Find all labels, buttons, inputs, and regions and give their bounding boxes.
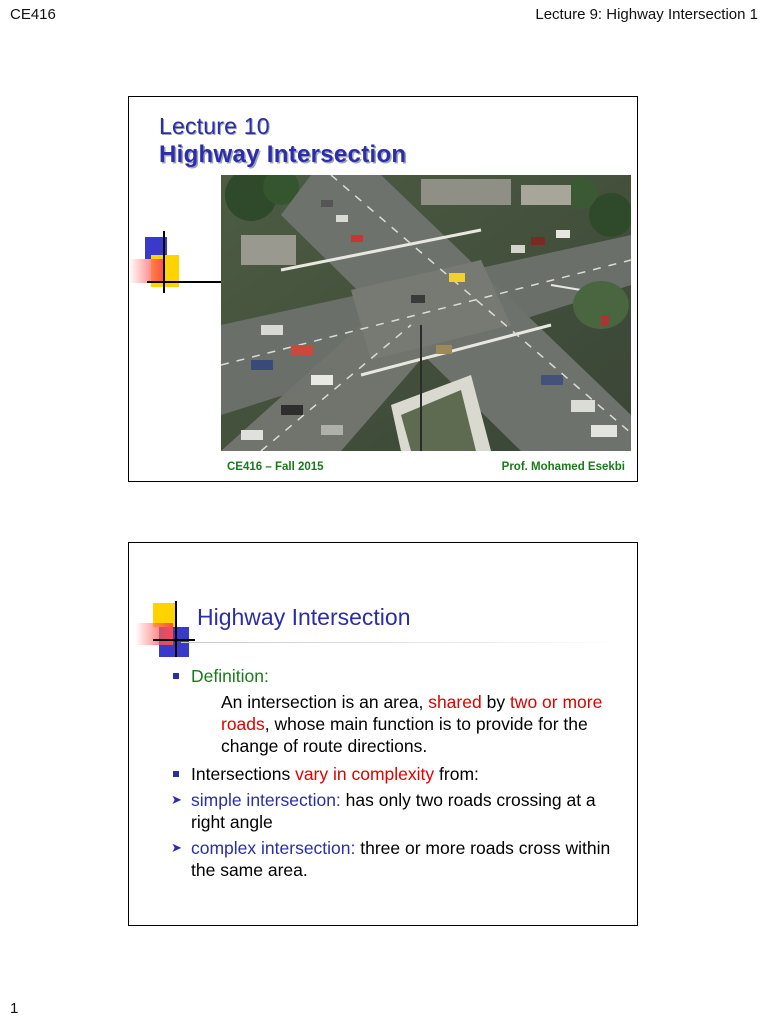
bullet-definition [169, 665, 629, 687]
slide-1-footer-instructor: Prof. Mohamed Esekbi [501, 461, 625, 473]
header-course: CE416 [10, 6, 56, 23]
chevron-right-icon: ➤ [171, 792, 182, 807]
slide-1 [128, 96, 638, 482]
slide-1-title-line-2: Highway Intersection [159, 141, 407, 168]
square-bullet-icon [173, 673, 179, 679]
slide-1-title-line-1: Lecture 10 [159, 113, 270, 139]
slide-1-footer-course: CE416 – Fall 2015 [227, 461, 324, 473]
aerial-intersection-photo [221, 175, 631, 451]
chevron-right-icon: ➤ [171, 840, 182, 855]
page-number: 1 [10, 1000, 19, 1017]
definition-text: An intersection is an area, shared by two or more roads, whose main function is to provide for the change of route directions. [221, 692, 603, 756]
title-underline [181, 642, 621, 643]
square-bullet-icon [173, 771, 179, 777]
definition-label: Definition: [191, 666, 269, 686]
slide-2-title: Highway Intersection [197, 604, 411, 630]
slide-2 [128, 542, 638, 926]
header-lecture: Lecture 9: Highway Intersection 1 [535, 6, 758, 23]
bullet-complexity: Intersections vary in complexity from: [169, 763, 629, 785]
bullet-complex-intersection: ➤ complex intersection: three or more roads cross within the same area. [171, 838, 611, 880]
color-squares-icon [129, 237, 229, 297]
slide-2-bullet-list [169, 665, 629, 885]
color-squares-icon [135, 601, 195, 661]
bullet-simple-intersection: ➤ simple intersection: has only two roads crossing at a right angle [171, 790, 596, 832]
